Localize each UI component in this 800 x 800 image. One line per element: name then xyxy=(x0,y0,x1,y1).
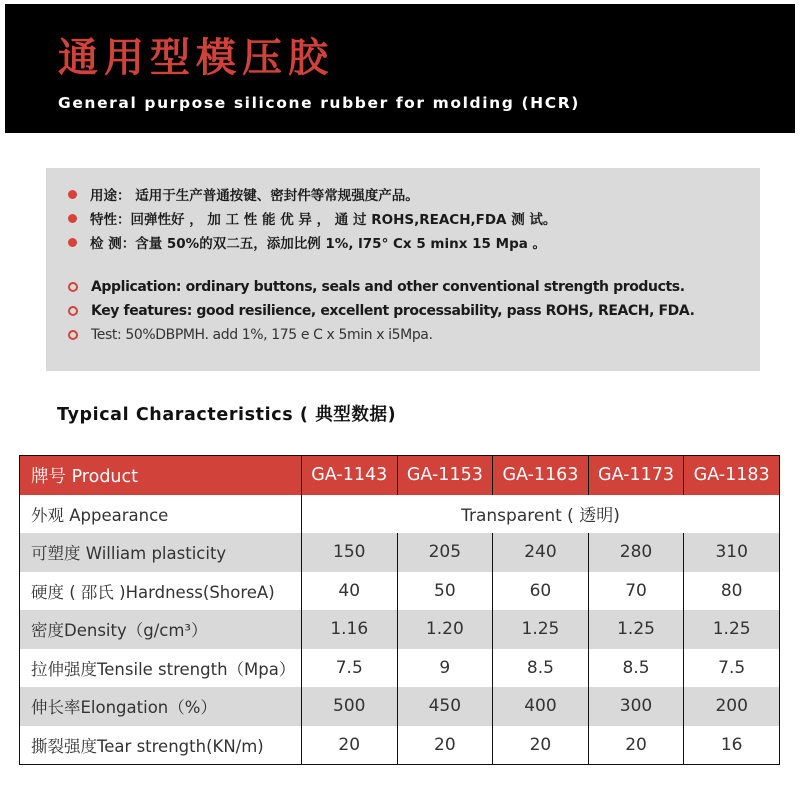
table-row xyxy=(20,687,780,726)
row-label: 伸长率Elongation（%） xyxy=(20,687,302,726)
header-cell-product: 牌号 Product xyxy=(20,456,302,495)
table-header-row xyxy=(20,456,780,495)
row-label: 硬度 ( 邵氏 )Hardness(ShoreA) xyxy=(20,572,302,611)
cell: 8.5 xyxy=(588,649,684,688)
table-row xyxy=(20,649,780,688)
appearance-value: Transparent ( 透明) xyxy=(301,495,779,534)
bullet-dot-icon xyxy=(68,190,77,199)
list-item: Application: ordinary buttons, seals and other conventional strength products. xyxy=(68,275,695,299)
cell: 9 xyxy=(397,649,493,688)
cell: 20 xyxy=(397,726,493,765)
cell: 280 xyxy=(588,533,684,572)
row-label: 可塑度 William plasticity xyxy=(20,533,302,572)
page-subtitle: General purpose silicone rubber for molding (HCR) xyxy=(58,94,580,112)
cell: 16 xyxy=(684,726,780,765)
cell: 40 xyxy=(301,572,397,611)
english-feature-list xyxy=(68,275,695,347)
table-row xyxy=(20,610,780,649)
cell: 20 xyxy=(493,726,589,765)
cell: 80 xyxy=(684,572,780,611)
bullet-ring-icon xyxy=(68,306,78,316)
list-item: 特性：回弹性好 ， 加 工 性 能 优 异 ， 通 过 ROHS,REACH,FDA 测 试。 xyxy=(68,206,556,230)
cell: 500 xyxy=(301,687,397,726)
cell: 8.5 xyxy=(493,649,589,688)
table-row xyxy=(20,726,780,765)
header-cell: GA-1173 xyxy=(588,456,684,495)
cell: 240 xyxy=(493,533,589,572)
cell: 205 xyxy=(397,533,493,572)
table-row xyxy=(20,495,780,534)
list-item: Test: 50%DBPMH. add 1%, 175 e C x 5min x i5Mpa. xyxy=(68,323,695,347)
section-heading: Typical Characteristics ( 典型数据) xyxy=(57,405,397,425)
header-cell: GA-1163 xyxy=(493,456,589,495)
chinese-feature-list xyxy=(68,182,556,254)
row-label: 密度Density（g/cm³） xyxy=(20,610,302,649)
cell: 1.16 xyxy=(301,610,397,649)
cell: 310 xyxy=(684,533,780,572)
cell: 20 xyxy=(301,726,397,765)
list-item: 检 测：含量 50%的双二五，添加比例 1%, l75° Cx 5 minx 15 Mpa 。 xyxy=(68,230,556,254)
table-row xyxy=(20,572,780,611)
row-label: 撕裂强度Tear strength(KN/m) xyxy=(20,726,302,765)
cell: 400 xyxy=(493,687,589,726)
header-cell: GA-1143 xyxy=(301,456,397,495)
cell: 7.5 xyxy=(301,649,397,688)
bullet-ring-icon xyxy=(68,282,78,292)
cell: 1.25 xyxy=(588,610,684,649)
cell: 20 xyxy=(588,726,684,765)
cell: 450 xyxy=(397,687,493,726)
cell: 60 xyxy=(493,572,589,611)
cell: 1.25 xyxy=(684,610,780,649)
cell: 7.5 xyxy=(684,649,780,688)
row-label: 外观 Appearance xyxy=(20,495,302,534)
header-cell: GA-1183 xyxy=(684,456,780,495)
cell: 200 xyxy=(684,687,780,726)
cell: 1.20 xyxy=(397,610,493,649)
page-title: 通用型模压胶 xyxy=(58,35,334,81)
product-info-box xyxy=(46,168,760,371)
cell: 50 xyxy=(397,572,493,611)
spec-table xyxy=(19,455,780,765)
cell: 1.25 xyxy=(493,610,589,649)
bullet-dot-icon xyxy=(68,238,77,247)
title-banner xyxy=(5,4,795,133)
cell: 300 xyxy=(588,687,684,726)
bullet-dot-icon xyxy=(68,214,77,223)
cell: 70 xyxy=(588,572,684,611)
list-item: Key features: good resilience, excellent processability, pass ROHS, REACH, FDA. xyxy=(68,299,695,323)
bullet-ring-icon xyxy=(68,330,78,340)
row-label: 拉伸强度Tensile strength（Mpa） xyxy=(20,649,302,688)
table-row xyxy=(20,533,780,572)
cell: 150 xyxy=(301,533,397,572)
header-cell: GA-1153 xyxy=(397,456,493,495)
list-item: 用途： 适用于生产普通按键、密封件等常规强度产品。 xyxy=(68,182,556,206)
